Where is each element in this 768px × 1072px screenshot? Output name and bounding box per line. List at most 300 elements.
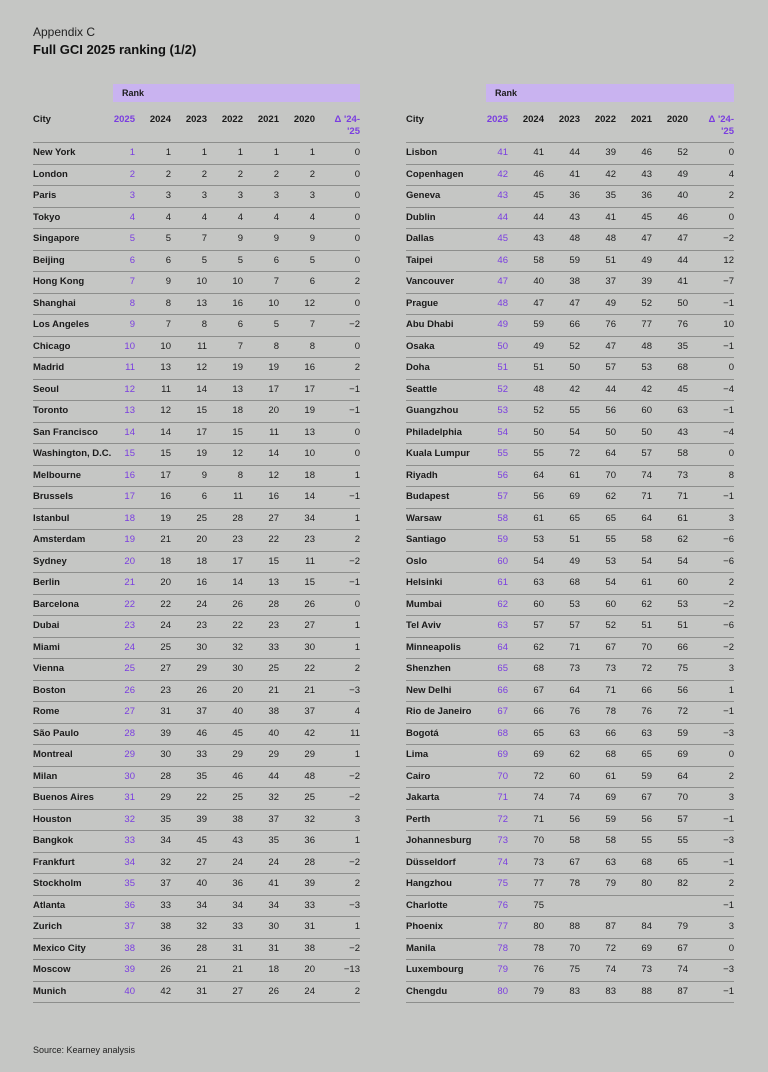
rank-2025: 27 [124,706,135,717]
rank-2022: 3 [237,190,243,201]
rank-2025: 6 [129,254,135,266]
rank-2022: 16 [232,297,243,309]
rank-2023: 11 [197,340,207,352]
rank-2024: 55 [533,448,544,459]
rank-2022: 46 [232,770,243,782]
rank-2021: 27 [268,512,279,524]
rank-2023: 6 [201,491,207,502]
rank-change: 2 [728,770,734,782]
rank-2020: 71 [677,491,688,502]
rank-2025: 67 [497,706,508,717]
city-name: Charlotte [406,899,448,911]
rank-2025: 63 [497,620,508,631]
rank-2021: 61 [641,577,652,588]
rank-2022: 61 [605,770,616,782]
rank-2022: 19 [232,362,243,373]
city-name: Taipei [406,254,433,266]
rank-2025: 59 [497,534,508,545]
city-name: Beijing [33,254,65,266]
rank-2024: 35 [160,813,171,825]
rank-2025: 72 [497,813,508,825]
rank-2025: 79 [497,964,508,975]
table-row [33,293,360,315]
rank-2022: 59 [605,813,616,825]
rank-2021: 17 [268,383,279,395]
city-name: Boston [33,684,66,696]
rank-2021: 6 [273,254,279,266]
table-row [406,873,734,895]
rank-2025: 65 [497,663,508,674]
rank-2024: 52 [533,405,544,416]
rank-2020: 37 [304,706,315,717]
rank-2020: 61 [677,512,688,524]
rank-2025: 57 [497,491,508,502]
table-row [406,895,734,917]
rank-2022: 17 [232,555,243,567]
rank-2023: 18 [196,555,207,567]
rank-2022: 66 [605,727,616,739]
rank-2025: 32 [124,813,135,825]
rank-2022: 24 [232,856,243,868]
rank-2025: 18 [124,512,135,524]
header-2023: 2023 [185,114,207,125]
rank-2023: 4 [201,211,207,223]
rank-2025: 8 [129,297,135,309]
rank-2024: 51 [533,362,544,373]
rank-2020: 29 [304,749,315,760]
rank-2021: 72 [641,663,652,674]
table-row [33,465,360,487]
rank-2022: 56 [605,405,616,416]
rank-2021: 24 [268,856,279,868]
rank-change: −1 [723,706,734,717]
table-row [406,572,734,594]
rank-2025: 41 [497,147,508,158]
rank-2022: 53 [605,555,616,567]
rank-change: −2 [349,319,360,330]
city-name: Tel Aviv [406,620,442,631]
rank-2021: 50 [641,426,652,438]
city-name: Barcelona [33,598,79,610]
city-name: Johannesburg [406,835,472,846]
rank-2022: 65 [605,512,616,524]
rank-2025: 73 [497,835,508,846]
rank-2022: 4 [237,211,243,223]
rank-change: 3 [728,921,734,932]
city-name: Atlanta [33,899,66,911]
city-name: Warsaw [406,512,442,524]
rank-2021: 47 [641,233,652,244]
city-name: São Paulo [33,727,79,739]
table-row [406,594,734,616]
rank-2025: 7 [129,276,135,287]
table-row [406,787,734,809]
rank-2020: 60 [677,577,688,588]
rank-2024: 28 [160,770,171,782]
rank-2023: 38 [569,276,580,287]
rank-2024: 1 [165,147,171,158]
rank-2023: 57 [569,620,580,631]
rank-2025: 35 [124,878,135,889]
rank-change: 0 [354,340,360,352]
table-row [406,615,734,637]
rank-2025: 37 [124,921,135,932]
rank-change: 2 [728,878,734,889]
rank-2024: 27 [160,663,171,674]
rank-2020: 31 [304,921,315,932]
rank-2022: 83 [605,985,616,997]
rank-2021: 5 [273,319,279,330]
rank-2024: 17 [160,469,171,481]
city-name: Tokyo [33,211,61,223]
rank-2023: 27 [196,856,207,868]
rank-2021: 21 [268,684,279,696]
rank-2020: 42 [304,727,315,739]
rank-2025: 2 [129,168,135,180]
table-row [33,379,360,401]
rank-2024: 31 [160,706,171,717]
rank-2024: 20 [160,577,171,588]
rank-change: 1 [354,512,360,524]
rank-2024: 76 [533,964,544,975]
rank-2023: 5 [201,254,207,266]
rank-2023: 3 [201,190,207,201]
rank-2020: 64 [677,770,688,782]
rank-2024: 7 [165,319,171,330]
table-row [406,701,734,723]
table-row [33,873,360,895]
city-name: Guangzhou [406,405,459,416]
rank-2023: 31 [196,985,207,997]
rank-2025: 40 [124,985,135,997]
table-row [406,658,734,680]
rank-2025: 44 [497,211,508,223]
rank-2020: 53 [677,598,688,610]
rank-2025: 38 [124,942,135,954]
rank-2024: 4 [165,211,171,223]
rank-change: −1 [723,899,734,911]
rank-2025: 71 [497,792,508,803]
rank-2021: 29 [268,749,279,760]
rank-2020: 69 [677,749,688,760]
rank-2021: 36 [641,190,652,201]
rank-change: 0 [354,297,360,309]
rank-2024: 38 [160,921,171,932]
rank-2022: 10 [232,276,243,287]
rank-2022: 63 [605,856,616,868]
rank-2022: 36 [232,878,243,889]
rank-2020: 24 [304,985,315,997]
rank-2021: 19 [268,362,279,373]
rank-2021: 48 [641,340,652,352]
rank-change: −6 [723,555,734,567]
rank-2024: 6 [165,254,171,266]
header-city: City [406,114,424,125]
rank-2023: 73 [569,663,580,674]
rank-2023: 75 [569,964,580,975]
rank-2020: 19 [304,405,315,416]
rank-2021: 73 [641,964,652,975]
header-2022: 2022 [594,114,616,125]
city-name: Oslo [406,555,428,567]
header-city: City [33,114,51,125]
rank-2023: 36 [569,190,580,201]
rank-2022: 30 [232,663,243,674]
rank-2023: 59 [569,254,580,266]
rank-2023: 20 [196,534,207,545]
rank-2023: 78 [569,878,580,889]
rank-2020: 34 [304,512,315,524]
rank-2020: 13 [304,426,315,438]
rank-2024: 13 [160,362,171,373]
rank-2024: 48 [533,383,544,395]
rank-2020: 58 [677,448,688,459]
table-row [33,594,360,616]
rank-2025: 48 [497,297,508,309]
rank-2023: 53 [569,598,580,610]
rank-change: −1 [723,297,734,309]
table-row [33,766,360,788]
rank-2020: 75 [677,663,688,674]
rank-2023: 46 [196,727,207,739]
table-row [33,529,360,551]
rank-2023: 23 [196,620,207,631]
city-name: Hong Kong [33,276,85,287]
rank-2021: 74 [641,469,652,481]
rank-2020: 50 [677,297,688,309]
rank-change: −2 [723,641,734,653]
rank-2020: 8 [309,340,315,352]
rank-change: −2 [349,792,360,803]
rank-2021: 71 [641,491,652,502]
rank-2025: 30 [124,770,135,782]
rank-2023: 19 [196,448,207,459]
rank-2024: 50 [533,426,544,438]
rank-change: −2 [349,770,360,782]
rank-2020: 26 [304,598,315,610]
city-name: Hangzhou [406,878,452,889]
rank-2023: 25 [196,512,207,524]
city-name: Geneva [406,190,441,201]
rank-2025: 33 [124,835,135,846]
rank-2022: 58 [605,835,616,846]
table-row [33,981,360,1004]
rank-change: 1 [354,469,360,481]
rank-2020: 48 [304,770,315,782]
rank-change: −1 [723,813,734,825]
rank-2020: 2 [309,168,315,180]
table-row [33,744,360,766]
rank-2023: 17 [196,426,207,438]
rank-2022: 64 [605,448,616,459]
table-row [33,142,360,164]
rank-change: 3 [728,512,734,524]
table-row [33,572,360,594]
rank-2024: 12 [160,405,171,416]
rank-2025: 75 [497,878,508,889]
header-2020: 2020 [666,114,688,125]
rank-2022: 68 [605,749,616,760]
rank-2020: 15 [304,577,315,588]
rank-2021: 40 [268,727,279,739]
rank-2022: 40 [232,706,243,717]
rank-2024: 57 [533,620,544,631]
rank-2022: 26 [232,598,243,610]
rank-2021: 1 [273,147,279,158]
rank-change: −1 [723,491,734,502]
rank-change: 0 [354,211,360,223]
rank-2020: 11 [305,555,315,567]
rank-2021: 84 [641,921,652,932]
table-row [33,207,360,229]
rank-2025: 39 [124,964,135,975]
rank-2024: 23 [160,684,171,696]
rank-2023: 60 [569,770,580,782]
rank-2020: 14 [304,491,315,502]
rank-2021: 58 [641,534,652,545]
rank-2022: 48 [605,233,616,244]
rank-2022: 55 [605,534,616,545]
rank-2021: 45 [641,211,652,223]
rank-2021: 43 [641,168,652,180]
rank-2024: 63 [533,577,544,588]
rank-change: 3 [354,813,360,825]
rank-change: −6 [723,620,734,631]
rank-change: 0 [354,147,360,158]
city-name: Riyadh [406,469,438,481]
rank-2024: 67 [533,684,544,696]
city-name: Frankfurt [33,856,75,868]
rank-2023: 16 [196,577,207,588]
table-row [33,250,360,272]
table-row [406,766,734,788]
rank-2020: 65 [677,856,688,868]
rank-2020: 43 [677,426,688,438]
rank-2020: 74 [677,964,688,975]
rank-2022: 13 [232,383,243,395]
rank-2025: 36 [124,899,135,911]
rank-2020: 41 [677,276,688,287]
rank-change: 2 [354,362,360,373]
table-row [406,981,734,1004]
rank-2025: 22 [124,598,135,610]
rank-2021: 46 [641,147,652,158]
rank-change: −13 [343,964,360,975]
table-row [33,615,360,637]
rank-2022: 51 [605,254,616,266]
table-row [406,271,734,293]
rank-2021: 28 [268,598,279,610]
rank-2020: 18 [304,469,315,481]
rank-2025: 53 [497,405,508,416]
rank-2024: 9 [165,276,171,287]
rank-change: 0 [728,448,734,459]
city-name: Philadelphia [406,426,462,438]
rank-2022: 15 [232,426,243,438]
city-name: Rome [33,706,60,717]
header-delta: Δ '24-'25 [708,114,734,137]
rank-2023: 74 [569,792,580,803]
rank-2020: 55 [677,835,688,846]
table-row [406,744,734,766]
rank-2025: 58 [497,512,508,524]
table-row [406,723,734,745]
rank-2021: 11 [269,426,279,438]
city-name: Phoenix [406,921,443,932]
rank-change: 12 [723,254,734,266]
table-row [406,228,734,250]
rank-2023: 13 [196,297,207,309]
city-name: Minneapolis [406,641,461,653]
city-name: Osaka [406,340,435,352]
rank-2020: 82 [677,878,688,889]
rank-2020: 45 [677,383,688,395]
rank-2021: 69 [641,942,652,954]
rank-change: −2 [723,598,734,610]
rank-2022: 11 [233,491,243,502]
table-row [33,938,360,960]
rank-change: −7 [723,276,734,287]
rank-2023: 22 [196,792,207,803]
rank-2025: 10 [124,340,135,352]
city-name: Chicago [33,340,71,352]
table-row [33,314,360,336]
rank-2022: 1 [237,147,243,158]
rank-2023: 35 [196,770,207,782]
rank-2020: 16 [304,362,315,373]
rank-2020: 25 [304,792,315,803]
city-name: Milan [33,770,58,782]
rank-2023: 44 [569,147,580,158]
rank-change: −4 [723,383,734,395]
rank-2021: 15 [268,555,279,567]
table-row [406,207,734,229]
city-name: Mumbai [406,598,442,610]
rank-change: 2 [354,276,360,287]
rank-2024: 39 [160,727,171,739]
rank-2020: 57 [677,813,688,825]
rank-2022: 25 [232,792,243,803]
rank-change: 1 [728,684,734,696]
rank-change: 1 [354,641,360,653]
rank-2022: 62 [605,491,616,502]
table-row [33,637,360,659]
rank-2024: 71 [533,813,544,825]
rank-2021: 34 [268,899,279,911]
rank-change: 0 [728,362,734,373]
city-name: Luxembourg [406,964,464,975]
city-name: Helsinki [406,577,443,588]
table-row [33,357,360,379]
rank-change: 2 [354,878,360,889]
rank-2021: 20 [268,405,279,416]
rank-change: −6 [723,534,734,545]
table-row [406,185,734,207]
rank-2021: 33 [268,641,279,653]
rank-2024: 64 [533,469,544,481]
table-row [33,658,360,680]
rank-change: 0 [728,211,734,223]
table-row [33,852,360,874]
table-row [406,809,734,831]
table-row [406,551,734,573]
table-row [406,680,734,702]
rank-2022: 39 [605,147,616,158]
rank-2021: 10 [268,297,279,309]
rank-2023: 45 [196,835,207,846]
rank-2025: 60 [497,555,508,567]
table-row [33,680,360,702]
